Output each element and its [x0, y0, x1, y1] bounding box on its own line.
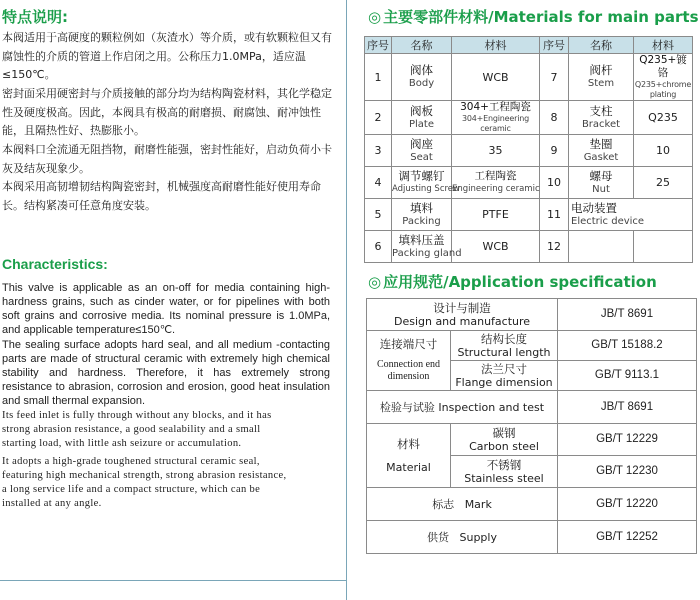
serif-line: strong abrasion resistance, a good sealability and a small [2, 424, 261, 435]
serif-line: a long service life and a compact structure, which can be [2, 484, 261, 495]
part-no: 1 [365, 54, 392, 101]
serif-line: installed at any angle. [2, 498, 102, 509]
part-name: 电动装置 Electric device [569, 199, 693, 231]
header-material-2: 材料 [634, 37, 693, 54]
part-name: 填料压盖 Packing gland [392, 231, 452, 263]
spec-inspection-value: JB/T 8691 [558, 391, 697, 424]
part-name: 阀杆 Stem [569, 54, 634, 101]
serif-paragraph-2 [2, 455, 384, 511]
part-no: 9 [540, 135, 569, 167]
table-row [367, 521, 697, 554]
table-row [367, 424, 697, 456]
part-name: 螺母 Nut [569, 167, 634, 199]
part-material [634, 231, 693, 263]
part-no: 3 [365, 135, 392, 167]
spec-stainless-steel-value: GB/T 12230 [558, 456, 697, 488]
part-material: Q235 [634, 101, 693, 135]
table-row [365, 199, 693, 231]
spec-flange-value: GB/T 9113.1 [558, 361, 697, 391]
table-row [365, 167, 693, 199]
en-paragraph-1: This valve is applicable as an on-off for media containing high-hardness grains, such as cinder water, or for pipelines with both soft grains and corrosive media. Its nominal pressure is 1.0MPa, and applicable temperature≤150℃. [2, 282, 330, 336]
part-no: 11 [540, 199, 569, 231]
spec-inspection: 检验与试验 Inspection and test [367, 391, 558, 424]
part-no: 4 [365, 167, 392, 199]
spec-design: 设计与制造 Design and manufacture [367, 299, 558, 331]
table-row [367, 299, 697, 331]
part-material: WCB [452, 231, 540, 263]
column-divider [346, 0, 347, 600]
header-name-2: 名称 [569, 37, 634, 54]
bottom-rule [0, 580, 346, 581]
spec-structural-length-value: GB/T 15188.2 [558, 331, 697, 361]
part-name: 阀体 Body [392, 54, 452, 101]
part-no: 5 [365, 199, 392, 231]
spec-flange: 法兰尺寸 Flange dimension [451, 361, 558, 391]
part-material: 10 [634, 135, 693, 167]
part-name: 填料 Packing [392, 199, 452, 231]
left-column [0, 0, 346, 600]
parts-heading [368, 6, 699, 27]
serif-line: Its feed inlet is fully through without any blocks, and it has [2, 410, 272, 421]
spec-connection: 连接端尺寸 Connection end dimension [367, 331, 451, 391]
part-material: 工程陶瓷 Engineering ceramic [452, 167, 540, 199]
right-column [360, 0, 700, 600]
part-name: 调节螺钉 Adjusting Screw [392, 167, 452, 199]
part-name: 垫圈 Gasket [569, 135, 634, 167]
part-no: 2 [365, 101, 392, 135]
spec-structural-length: 结构长度 Structural length [451, 331, 558, 361]
table-row [365, 135, 693, 167]
spec-table [366, 298, 697, 554]
cn-paragraph-1: 本阀适用于高硬度的颗粒例如（灰渣水）等介质，或有软颗粒但又有腐蚀性的介质的管道上作启闭之用。公称压力1.0MPa，适应温≤150℃。 [2, 31, 332, 82]
spec-stainless-steel: 不锈钢 Stainless steel [451, 456, 558, 488]
part-material: 35 [452, 135, 540, 167]
part-name: 阀板 Plate [392, 101, 452, 135]
cn-paragraph-3: 本阀料口全流通无阻挡物，耐磨性能强，密封性能好，启动负荷小卡灰及结灰现象少。 [2, 143, 332, 175]
serif-paragraph-1 [2, 409, 384, 451]
table-row [365, 101, 693, 135]
part-material: PTFE [452, 199, 540, 231]
part-name [569, 231, 634, 263]
serif-line: featuring high mechanical strength, strong abrasion resistance, [2, 470, 287, 481]
serif-line: It adopts a high-grade toughened structural ceramic seal, [2, 456, 260, 467]
table-row [367, 331, 697, 361]
circle-bullet-icon: ◎ [368, 273, 382, 291]
table-row [365, 54, 693, 101]
spec-mark: 标志 Mark [367, 488, 558, 521]
serif-line: starting load, with little ash seizure or accumulation. [2, 438, 242, 449]
en-paragraph-2: The sealing surface adopts hard seal, and all medium -contacting parts are made of structural ceramic with extremely high chemical stability and hardness. Therefore, it has extremely strong resistance to abrasion, corrosion and erosion, good heat insulation and small thermal expansion. [2, 339, 330, 407]
header-no: 序号 [365, 37, 392, 54]
part-material: WCB [452, 54, 540, 101]
spec-material: 材料 Material [367, 424, 451, 488]
table-row [367, 391, 697, 424]
parts-heading-text: 主要零部件材料/Materials for main parts [383, 8, 699, 26]
part-no: 12 [540, 231, 569, 263]
spec-design-value: JB/T 8691 [558, 299, 697, 331]
circle-bullet-icon: ◎ [368, 8, 382, 26]
header-name: 名称 [392, 37, 452, 54]
spec-carbon-steel: 碳钢 Carbon steel [451, 424, 558, 456]
spec-supply-value: GB/T 12252 [558, 521, 697, 554]
header-no-2: 序号 [540, 37, 569, 54]
table-row [367, 488, 697, 521]
cn-paragraph-4: 本阀采用高韧增韧结构陶瓷密封，机械强度高耐磨性能好使用寿命长。结构紧凑可任意角度安装。 [2, 180, 321, 212]
part-no: 10 [540, 167, 569, 199]
features-heading-cn: 特点说明: [2, 8, 68, 26]
part-no: 8 [540, 101, 569, 135]
part-material: 304+工程陶瓷 304+Engineering ceramic [452, 101, 540, 135]
header-material: 材料 [452, 37, 540, 54]
part-no: 7 [540, 54, 569, 101]
table-row [365, 231, 693, 263]
part-material: 25 [634, 167, 693, 199]
spec-supply: 供货 Supply [367, 521, 558, 554]
part-name: 支柱 Bracket [569, 101, 634, 135]
spec-heading-text: 应用规范/Application specification [383, 273, 657, 291]
cn-paragraph-2: 密封面采用硬密封与介质接触的部分均为结构陶瓷材料，其化学稳定性及硬度极高。因此，本阀具有极高的耐磨损、耐腐蚀、耐冲蚀性能，且隔热性好、热膨胀小。 [2, 87, 332, 138]
part-name: 阀座 Seat [392, 135, 452, 167]
parts-header-row [365, 37, 693, 54]
parts-table [364, 36, 693, 263]
part-material: Q235+镀铬 Q235+chrome plating [634, 54, 692, 99]
part-no: 6 [365, 231, 392, 263]
spec-carbon-steel-value: GB/T 12229 [558, 424, 697, 456]
spec-mark-value: GB/T 12220 [558, 488, 697, 521]
characteristics-heading: Characteristics: [2, 256, 108, 272]
spec-heading [368, 271, 657, 292]
